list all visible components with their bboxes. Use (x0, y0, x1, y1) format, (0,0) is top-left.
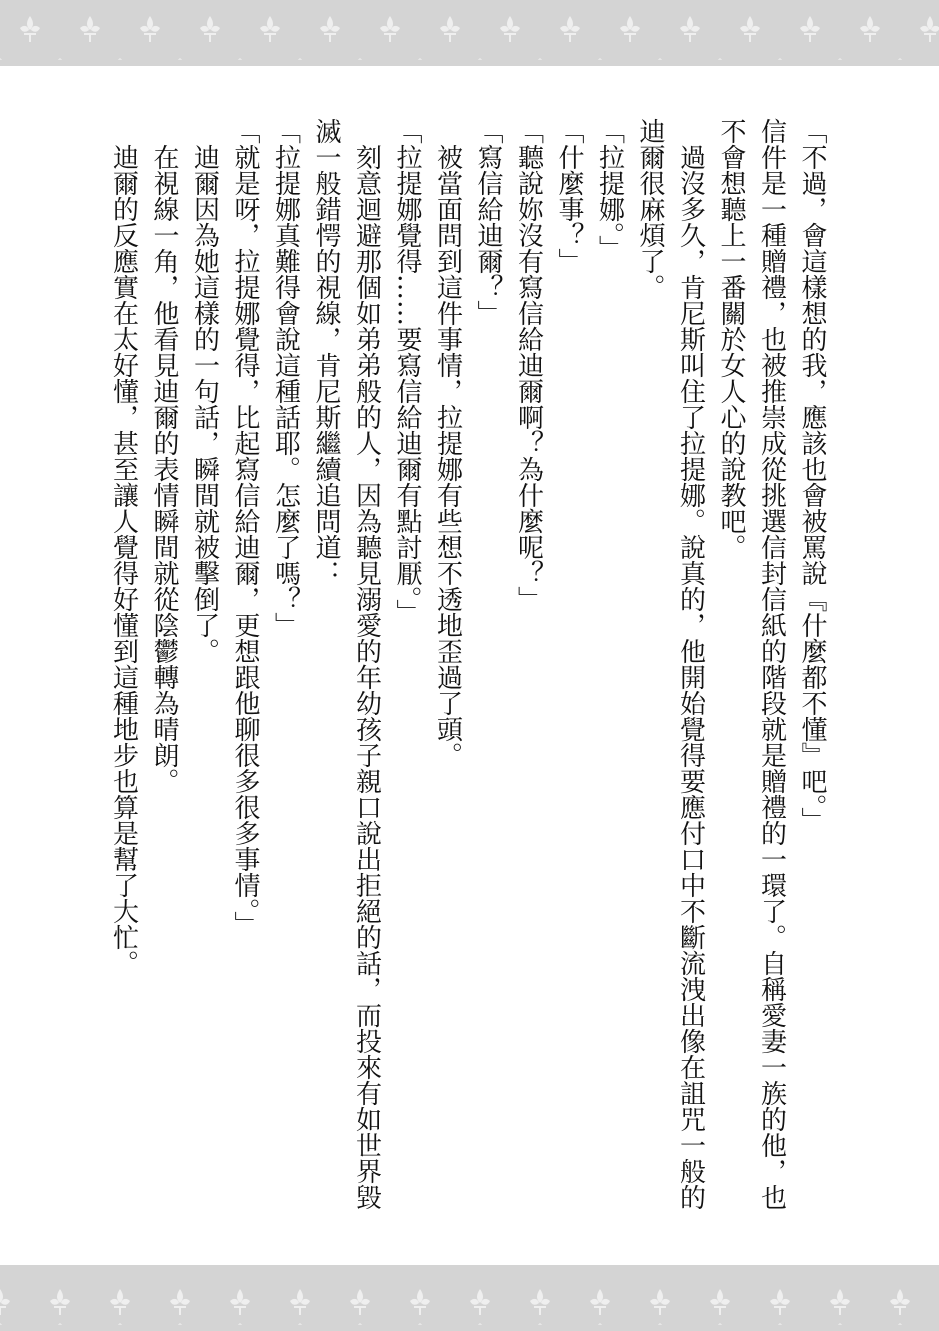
paragraph: 「什麼事？」 (554, 118, 584, 274)
paragraph: 「就是呀，拉提娜覺得，比起寫信給迪爾，更想跟他聊很多很多事情。」 (230, 118, 260, 937)
paragraph: 「拉提娜。」 (594, 118, 625, 261)
paragraph: 被當面問到這件事情，拉提娜有些想不透地歪過了頭。 (432, 144, 463, 768)
paragraph: 迪爾的反應實在太好懂，甚至讓人覺得好懂到這種地步也算是幫了大忙。 (108, 144, 139, 976)
paragraph: 「拉提娜真難得會說這種話耶。怎麼了嗎？」 (270, 118, 301, 638)
paragraph: 刻意迴避那個如弟弟般的人，因為聽見溺愛的年幼孩子親口說出拒絕的話，而投來有如世界毀滅一般錯愕的視線，肯尼斯繼續追問道： (311, 118, 382, 1210)
paragraph: 「寫信給迪爾？」 (473, 118, 503, 326)
paragraph: 「聽說妳沒有寫信給迪爾啊？為什麼呢？」 (513, 118, 544, 612)
fleur-pattern-icon (0, 0, 939, 66)
paragraph: 「拉提娜覺得……要寫信給迪爾有點討厭。」 (392, 118, 422, 625)
paragraph: 迪爾因為她這樣的一句話，瞬間就被擊倒了。 (189, 144, 220, 664)
paragraph: 過沒多久，肯尼斯叫住了拉提娜。說真的，他開始覺得要應付口中不斷流洩出像在詛咒一般的迪爾很麻煩了。 (635, 118, 706, 1210)
paragraph: 信件是一種贈禮，也被推崇成從挑選信封信紙的階段就是贈禮的一環了。自稱愛妻一族的他，也不會想聽上一番關於女人心的說教吧。 (716, 118, 787, 1210)
decorative-band-bottom (0, 1265, 939, 1331)
paragraph: 「不過，會這樣想的我，應該也會被罵說『什麼都不懂』吧。」 (797, 118, 827, 833)
paragraph: 在視線一角，他看見迪爾的表情瞬間就從陰鬱轉為晴朗。 (149, 144, 179, 794)
decorative-band-top (0, 0, 939, 66)
vertical-text-body (92, 118, 832, 1228)
fleur-pattern-icon (0, 1265, 939, 1331)
